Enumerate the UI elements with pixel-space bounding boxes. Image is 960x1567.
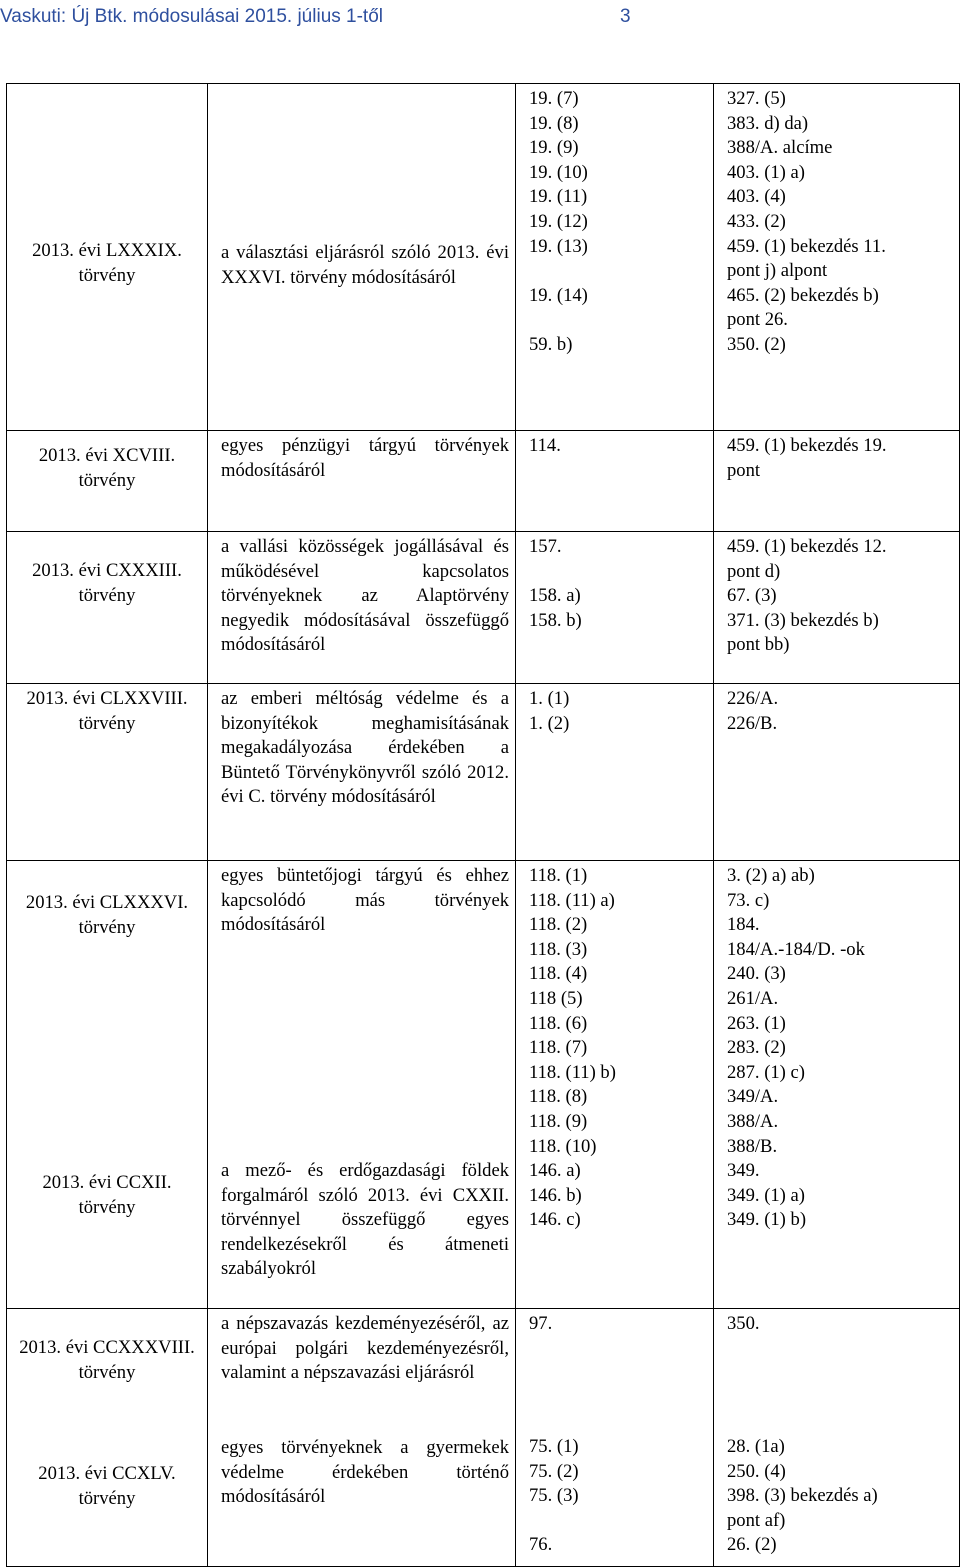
btk-reference: 250. (4) bbox=[727, 1460, 786, 1482]
section-reference: 118. (4) bbox=[529, 963, 588, 985]
sections-cell bbox=[516, 861, 714, 1309]
btk-cell bbox=[714, 861, 960, 1309]
section-reference: 114. bbox=[529, 435, 561, 456]
btk-cell bbox=[714, 1309, 960, 1567]
btk-reference: 67. (3) bbox=[727, 585, 777, 607]
btk-reference: 3. (2) a) ab) bbox=[727, 865, 815, 886]
section-reference: 1. (1) bbox=[529, 688, 570, 709]
table-row bbox=[7, 1309, 960, 1567]
btk-reference: 349. bbox=[727, 1160, 760, 1182]
table-row bbox=[7, 861, 960, 1309]
btk-reference: pont af) bbox=[727, 1509, 786, 1531]
btk-reference: 403. (4) bbox=[727, 186, 786, 208]
law-cell bbox=[7, 1309, 208, 1567]
section-reference: 75. (3) bbox=[529, 1485, 579, 1507]
section-reference: 118. (3) bbox=[529, 938, 588, 960]
spacer bbox=[529, 308, 707, 333]
spacer bbox=[727, 1361, 953, 1386]
table-row bbox=[7, 84, 960, 431]
law-title: a mező- és erdőgazdasági földek forgalmáról szóló 2013. évi CXXII. törvénnyel összefüggő egyes rendelkezésekről és átmeneti szabályokról bbox=[221, 1160, 509, 1280]
spacer bbox=[727, 1337, 953, 1362]
section-reference: 97. bbox=[529, 1313, 553, 1334]
btk-reference: 350. (2) bbox=[727, 333, 786, 355]
btk-reference: 240. (3) bbox=[727, 963, 786, 985]
section-reference: 118. (8) bbox=[529, 1086, 588, 1108]
section-reference: 118. (11) a) bbox=[529, 889, 615, 911]
section-reference: 19. (12) bbox=[529, 210, 588, 232]
section-reference: 19. (13) bbox=[529, 235, 588, 257]
law-cell bbox=[7, 431, 208, 532]
btk-reference: 398. (3) bekezdés a) bbox=[727, 1485, 878, 1507]
section-reference: 157. bbox=[529, 536, 562, 557]
spacer bbox=[529, 560, 707, 585]
btk-reference: 261/A. bbox=[727, 987, 779, 1009]
btk-reference: 283. (2) bbox=[727, 1037, 786, 1059]
section-reference: 118. (9) bbox=[529, 1110, 588, 1132]
btk-reference: 26. (2) bbox=[727, 1534, 777, 1556]
btk-reference: 73. c) bbox=[727, 889, 770, 911]
btk-reference: 226/A. bbox=[727, 688, 779, 709]
btk-reference: 350. bbox=[727, 1313, 760, 1334]
sections-cell bbox=[516, 1309, 714, 1567]
spacer bbox=[529, 259, 707, 284]
section-reference: 146. b) bbox=[529, 1184, 582, 1206]
btk-reference: 388/B. bbox=[727, 1135, 778, 1157]
amendments-table bbox=[6, 83, 960, 1567]
title-cell bbox=[208, 431, 516, 532]
sections-cell bbox=[516, 431, 714, 532]
spacer bbox=[727, 1410, 953, 1435]
spacer bbox=[529, 1509, 707, 1534]
law-name: 2013. évi CCXXXVIII. törvény bbox=[19, 1337, 195, 1383]
law-name: 2013. évi CCXII. törvény bbox=[42, 1172, 172, 1218]
btk-reference: 184/A.-184/D. -ok bbox=[727, 938, 865, 960]
section-reference: 19. (8) bbox=[529, 112, 579, 134]
section-reference: 76. bbox=[529, 1534, 553, 1556]
spacer bbox=[529, 1337, 707, 1362]
law-name: 2013. évi CLXXXVI. törvény bbox=[25, 892, 189, 938]
btk-reference: 371. (3) bekezdés b) bbox=[727, 609, 879, 631]
title-cell bbox=[208, 532, 516, 684]
section-reference: 19. (11) bbox=[529, 186, 588, 208]
btk-reference: pont 26. bbox=[727, 309, 788, 331]
table-row bbox=[7, 431, 960, 532]
btk-reference: 459. (1) bekezdés 12. bbox=[727, 536, 887, 557]
section-reference: 19. (10) bbox=[529, 161, 588, 183]
law-cell bbox=[7, 861, 208, 1309]
btk-cell bbox=[714, 684, 960, 861]
law-title: az emberi méltóság védelme és a bizonyítékok meghamisításának megakadályozása érdekében a Büntető Törvénykönyvről szóló 2012. évi C. törvény módosításáról bbox=[221, 688, 509, 808]
law-cell bbox=[7, 84, 208, 431]
btk-reference: pont bbox=[727, 459, 761, 481]
law-name: 2013. évi CLXXVIII. törvény bbox=[26, 688, 188, 734]
page-header bbox=[0, 6, 631, 28]
section-reference: 118. (6) bbox=[529, 1012, 588, 1034]
section-reference: 19. (7) bbox=[529, 88, 579, 109]
section-reference: 118. (1) bbox=[529, 865, 588, 886]
btk-reference: 388/A. bbox=[727, 1110, 779, 1132]
btk-reference: 388/A. alcíme bbox=[727, 137, 833, 159]
law-title: a népszavazás kezdeményezéséről, az európai polgári kezdeményezésről, valamint a népszavazási eljárásról bbox=[221, 1313, 509, 1384]
page-number: 3 bbox=[620, 6, 631, 27]
law-name: 2013. évi XCVIII. törvény bbox=[38, 445, 176, 491]
law-title: egyes pénzügyi tárgyú törvények módosításáról bbox=[221, 435, 509, 481]
spacer bbox=[529, 1361, 707, 1386]
law-name: 2013. évi CCXLV. törvény bbox=[38, 1463, 176, 1509]
sections-cell bbox=[516, 684, 714, 861]
section-reference: 1. (2) bbox=[529, 712, 570, 734]
btk-reference: 433. (2) bbox=[727, 210, 786, 232]
section-reference: 118. (2) bbox=[529, 914, 588, 936]
btk-reference: 184. bbox=[727, 914, 760, 936]
btk-reference: 263. (1) bbox=[727, 1012, 786, 1034]
btk-reference: 459. (1) bekezdés 19. bbox=[727, 435, 887, 456]
section-reference: 158. b) bbox=[529, 609, 582, 631]
btk-cell bbox=[714, 532, 960, 684]
section-reference: 158. a) bbox=[529, 585, 581, 607]
spacer bbox=[529, 1410, 707, 1435]
law-title: egyes büntetőjogi tárgyú és ehhez kapcsolódó más törvények módosításáról bbox=[221, 865, 509, 936]
section-reference: 75. (2) bbox=[529, 1460, 579, 1482]
header-title: Vaskuti: Új Btk. módosulásai 2015. július 1-től bbox=[0, 6, 383, 27]
spacer bbox=[529, 1386, 707, 1411]
btk-reference: 383. d) da) bbox=[727, 112, 809, 134]
section-reference: 19. (9) bbox=[529, 137, 579, 159]
btk-reference: 226/B. bbox=[727, 712, 778, 734]
btk-reference: 403. (1) a) bbox=[727, 161, 805, 183]
title-cell bbox=[208, 861, 516, 1309]
btk-reference: 465. (2) bekezdés b) bbox=[727, 284, 879, 306]
table-row bbox=[7, 684, 960, 861]
law-cell bbox=[7, 684, 208, 861]
law-title: a választási eljárásról szóló 2013. évi XXXVI. törvény módosításáról bbox=[221, 242, 509, 288]
btk-reference: pont j) alpont bbox=[727, 260, 828, 282]
btk-cell bbox=[714, 84, 960, 431]
law-title: a vallási közösségek jogállásával és működésével kapcsolatos törvényeknek az Alaptörvény negyedik módosításával összefüggő módosításáról bbox=[221, 536, 509, 656]
sections-cell bbox=[516, 532, 714, 684]
btk-cell bbox=[714, 431, 960, 532]
spacer bbox=[727, 1386, 953, 1411]
sections-cell bbox=[516, 84, 714, 431]
section-reference: 59. b) bbox=[529, 333, 573, 355]
btk-reference: 327. (5) bbox=[727, 88, 786, 109]
section-reference: 118 (5) bbox=[529, 987, 583, 1009]
law-cell bbox=[7, 532, 208, 684]
btk-reference: 349/A. bbox=[727, 1086, 779, 1108]
title-cell bbox=[208, 84, 516, 431]
section-reference: 146. a) bbox=[529, 1160, 581, 1182]
btk-reference: 459. (1) bekezdés 11. bbox=[727, 235, 886, 257]
section-reference: 118. (10) bbox=[529, 1135, 597, 1157]
btk-reference: 28. (1a) bbox=[727, 1435, 785, 1457]
law-title: egyes törvényeknek a gyermekek védelme érdekében történő módosításáról bbox=[221, 1437, 509, 1508]
btk-reference: 349. (1) a) bbox=[727, 1184, 805, 1206]
section-reference: 19. (14) bbox=[529, 284, 588, 306]
btk-reference: 287. (1) c) bbox=[727, 1061, 805, 1083]
section-reference: 118. (11) b) bbox=[529, 1061, 616, 1083]
btk-reference: pont d) bbox=[727, 560, 781, 582]
section-reference: 118. (7) bbox=[529, 1037, 588, 1059]
title-cell bbox=[208, 1309, 516, 1567]
law-name: 2013. évi CXXXIII. törvény bbox=[32, 560, 182, 606]
section-reference: 75. (1) bbox=[529, 1435, 579, 1457]
title-cell bbox=[208, 684, 516, 861]
section-reference: 146. c) bbox=[529, 1209, 581, 1231]
law-name: 2013. évi LXXXIX. törvény bbox=[32, 240, 182, 286]
btk-reference: 349. (1) b) bbox=[727, 1209, 807, 1231]
table-row bbox=[7, 532, 960, 684]
btk-reference: pont bb) bbox=[727, 634, 790, 656]
